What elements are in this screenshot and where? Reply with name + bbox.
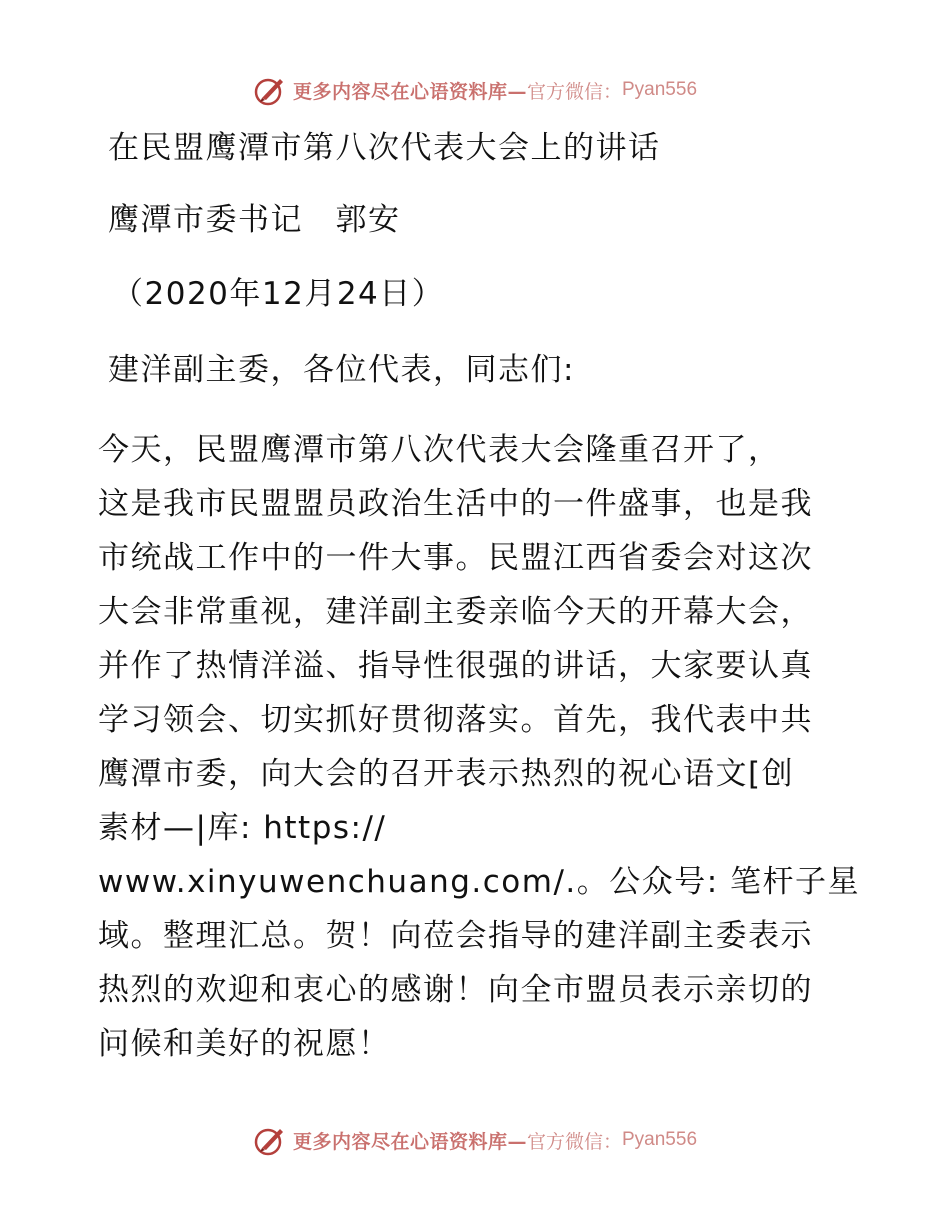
- paragraph-line: 鹰潭市委，向大会的召开表示热烈的祝心语文[创: [98, 756, 795, 792]
- document-title: 在民盟鹰潭市第八次代表大会上的讲话: [108, 130, 661, 166]
- banner-wechat-label: 官方微信：: [526, 1130, 622, 1153]
- paragraph-line: 大会非常重视，建洋副主委亲临今天的开幕大会，: [98, 594, 813, 630]
- header-banner: [0, 70, 950, 110]
- paragraph-line: 域。整理汇总。贺！向莅会指导的建洋副主委表示: [98, 918, 813, 954]
- paragraph-line: 市统战工作中的一件大事。民盟江西省委会对这次: [98, 540, 813, 576]
- paragraph-line: www.xinyuwenchuang.com/.。公众号: 笔杆子星: [98, 864, 861, 900]
- paragraph-line: 素材—|库: https://: [98, 810, 387, 846]
- document-salutation: 建洋副主委，各位代表，同志们:: [108, 352, 575, 388]
- banner-wechat-label: 官方微信：: [526, 80, 622, 103]
- quill-pen-logo-icon: [253, 73, 287, 107]
- paragraph-line: 学习领会、切实抓好贯彻落实。首先，我代表中共: [98, 702, 813, 738]
- document-date: （2020年12月24日）: [112, 276, 445, 312]
- paragraph-line: 热烈的欢迎和衷心的感谢！向全市盟员表示亲切的: [98, 972, 813, 1008]
- banner-text: 更多内容尽在心语资料库—: [292, 80, 527, 103]
- paragraph-line: 并作了热情洋溢、指导性很强的讲话，大家要认真: [98, 648, 813, 684]
- paragraph-line: 今天，民盟鹰潭市第八次代表大会隆重召开了，: [98, 432, 781, 468]
- banner-wechat-id: Pyan556: [622, 1129, 698, 1150]
- document-author: 鹰潭市委书记 郭安: [108, 202, 401, 238]
- banner-wechat-id: Pyan556: [622, 79, 698, 100]
- paragraph-line: 问候和美好的祝愿！: [98, 1026, 391, 1062]
- document-body-paragraph: [98, 423, 861, 1071]
- paragraph-line: 这是我市民盟盟员政治生活中的一件盛事，也是我: [98, 486, 813, 522]
- footer-banner: [0, 1120, 950, 1160]
- quill-pen-logo-icon: [253, 1123, 287, 1157]
- banner-text: 更多内容尽在心语资料库—: [292, 1130, 527, 1153]
